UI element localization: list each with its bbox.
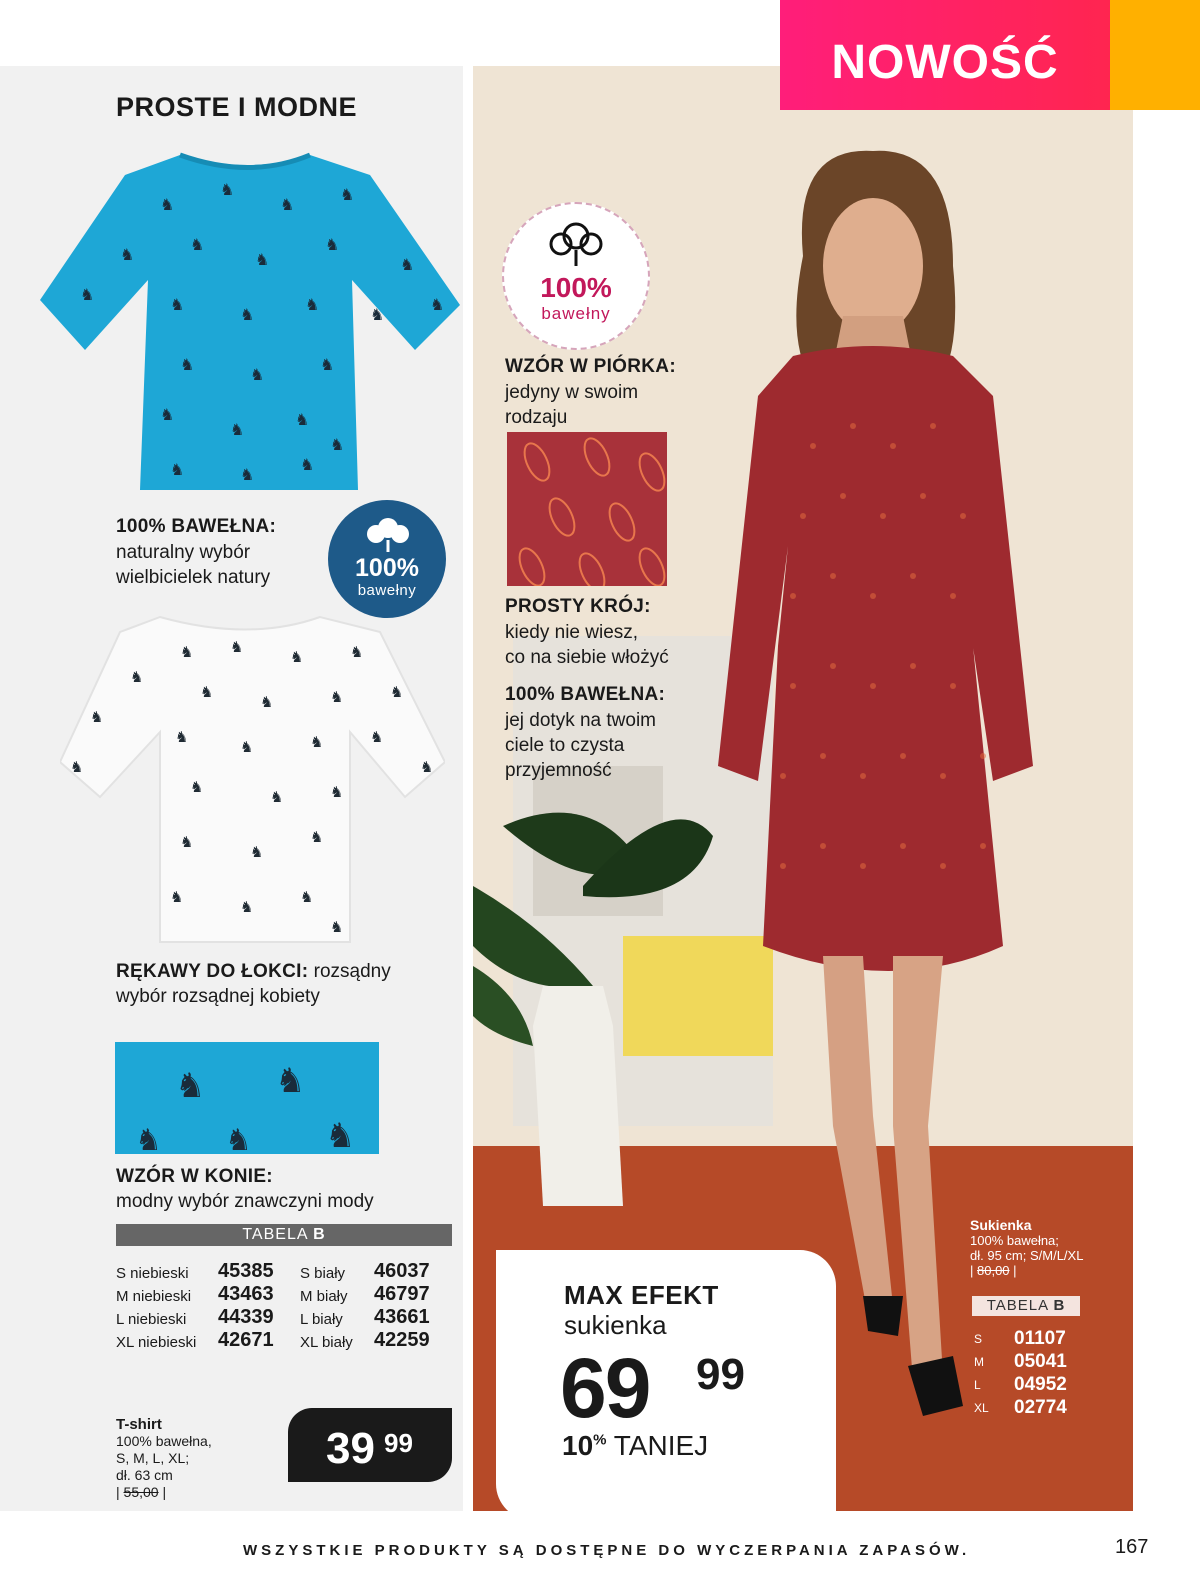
feature-sleeves (116, 960, 391, 984)
feature-cotton2-text-2: ciele to czysta (505, 735, 625, 756)
svg-text:♞: ♞ (260, 694, 274, 711)
svg-text:♞: ♞ (330, 784, 344, 801)
svg-text:♞: ♞ (250, 367, 265, 384)
svg-text:♞: ♞ (240, 899, 254, 916)
tshirt-sizes: S, M, L, XL; (116, 1450, 190, 1466)
new-badge-accent (1110, 0, 1200, 110)
table-row: L niebieski 44339 L biały 43661 (116, 1306, 430, 1328)
svg-text:♞: ♞ (325, 237, 340, 254)
cotton-badge-pink-percent: 100% (540, 272, 612, 303)
dress-size-length: dł. 95 cm; S/M/L/XL (970, 1248, 1084, 1263)
page-number: 167 (1115, 1536, 1149, 1558)
svg-text:♞: ♞ (300, 457, 315, 474)
cotton-badge-pink (502, 202, 650, 350)
tshirt-name: T-shirt (116, 1416, 162, 1433)
svg-text:♞: ♞ (305, 297, 320, 314)
feature-sleeves-title: RĘKAWY DO ŁOKCI: (116, 961, 309, 982)
dress-price-dec: 99 (696, 1350, 745, 1399)
feature-horse-text: modny wybór znawczyni mody (116, 1191, 374, 1212)
svg-text:♞: ♞ (270, 789, 284, 806)
svg-text:♞: ♞ (310, 829, 324, 846)
svg-text:♞: ♞ (180, 644, 194, 661)
dress-name: Sukienka (970, 1217, 1032, 1233)
svg-text:♞: ♞ (220, 182, 235, 199)
dress-table-header: TABELA B (972, 1296, 1080, 1316)
svg-text:♞: ♞ (400, 257, 415, 274)
price-box-title: MAX EFEKT (564, 1280, 719, 1310)
svg-text:♞: ♞ (320, 357, 335, 374)
feature-sleeves-text-2: wybór rozsądnej kobiety (116, 986, 320, 1007)
white-tshirt-image (60, 612, 445, 952)
feature-cotton2-text-3: przyjemność (505, 760, 612, 781)
svg-text:♞: ♞ (340, 187, 355, 204)
dress-price-int: 69 (560, 1341, 650, 1435)
svg-text:♞: ♞ (350, 644, 364, 661)
cotton-flower-icon (366, 514, 410, 554)
table-row: M niebieski 43463 M biały 46797 (116, 1283, 430, 1305)
feature-feather-text-1: jedyny w swoim (505, 382, 639, 403)
feature-cotton-text-2: wielbicielek natury (116, 567, 271, 588)
table-row: M 05041 (974, 1351, 1067, 1372)
svg-text:♞: ♞ (370, 729, 384, 746)
svg-text:♞: ♞ (300, 889, 314, 906)
svg-text:♞: ♞ (175, 729, 189, 746)
svg-text:♞: ♞ (170, 889, 184, 906)
feature-feather-title: WZÓR W PIÓRKA: (505, 356, 676, 377)
cotton-badge (328, 500, 446, 618)
svg-text:♞: ♞ (170, 297, 185, 314)
svg-text:♞: ♞ (330, 919, 344, 936)
svg-text:♞: ♞ (90, 709, 104, 726)
svg-text:♞: ♞ (390, 684, 404, 701)
table-row: S 01107 (974, 1328, 1066, 1349)
section-title: PROSTE I MODNE (116, 92, 358, 122)
dress-material: 100% bawełna; (970, 1233, 1059, 1248)
table-row: XL 02774 (974, 1397, 1067, 1418)
svg-text:♞: ♞ (180, 834, 194, 851)
svg-text:♞: ♞ (255, 252, 270, 269)
svg-text:♞: ♞ (330, 437, 345, 454)
table-row: XL niebieski 42671 XL biały 42259 (116, 1329, 430, 1351)
svg-text:♞: ♞ (310, 734, 324, 751)
feature-horse-title: WZÓR W KONIE: (116, 1166, 273, 1187)
svg-text:♞: ♞ (120, 247, 135, 264)
svg-text:♞: ♞ (290, 649, 304, 666)
svg-text:♞: ♞ (325, 1117, 356, 1154)
feature-cotton-text-1: naturalny wybór (116, 542, 251, 563)
feature-cotton2-text-1: jej dotyk na twoim (505, 710, 657, 731)
discount-label: 10% TANIEJ (562, 1430, 709, 1461)
svg-text:♞: ♞ (240, 739, 254, 756)
svg-text:♞: ♞ (135, 1124, 162, 1154)
svg-text:♞: ♞ (130, 669, 144, 686)
feature-sleeves-inline: rozsądny (308, 961, 391, 982)
feature-feather-text-2: rodzaju (505, 407, 568, 428)
tshirt-price-dec: 99 (384, 1428, 413, 1458)
svg-text:♞: ♞ (180, 357, 195, 374)
cotton-flower-icon (548, 220, 604, 268)
svg-text:♞: ♞ (230, 422, 245, 439)
feature-cotton-title: 100% BAWEŁNA: (116, 516, 277, 537)
dress-info (970, 1218, 1083, 1278)
table-row: L 04952 (974, 1374, 1067, 1395)
dress-old-price: | 80,00 | (970, 1263, 1017, 1278)
cotton-badge-word: bawełny (357, 582, 417, 599)
svg-text:♞: ♞ (200, 684, 214, 701)
svg-text:♞: ♞ (240, 467, 255, 484)
footer-disclaimer: WSZYSTKIE PRODUKTY SĄ DOSTĘPNE DO WYCZERPANIA ZAPASÓW. (243, 1542, 971, 1559)
tshirt-info (116, 1416, 212, 1501)
svg-text:♞: ♞ (230, 639, 244, 656)
svg-text:♞: ♞ (225, 1124, 252, 1154)
svg-text:♞: ♞ (80, 287, 95, 304)
feature-cut-title: PROSTY KRÓJ: (505, 596, 651, 617)
cotton-badge-pink-word: bawełny (541, 304, 611, 323)
tshirt-price (288, 1408, 452, 1482)
tshirt-old-price: | 55,00 | (116, 1484, 167, 1500)
tshirt-material: 100% bawełna, (116, 1433, 212, 1449)
cotton-badge-percent: 100% (355, 554, 419, 582)
svg-text:♞: ♞ (420, 759, 434, 776)
svg-text:♞: ♞ (160, 197, 175, 214)
svg-text:♞: ♞ (170, 462, 185, 479)
svg-text:♞: ♞ (175, 1067, 206, 1105)
size-table-letter: B (313, 1226, 326, 1243)
svg-text:♞: ♞ (275, 1062, 306, 1100)
svg-text:♞: ♞ (280, 197, 295, 214)
size-table-header: TABELA B (116, 1224, 452, 1246)
feather-pattern-swatch (507, 432, 667, 586)
table-row: S niebieski 45385 S biały 46037 (116, 1260, 430, 1282)
tshirt-length: dł. 63 cm (116, 1467, 173, 1483)
new-badge: NOWOŚĆ (780, 0, 1110, 110)
product-code-table (116, 1262, 456, 1354)
svg-text:♞: ♞ (250, 844, 264, 861)
svg-text:♞: ♞ (190, 779, 204, 796)
svg-text:♞: ♞ (430, 297, 445, 314)
svg-text:♞: ♞ (70, 759, 84, 776)
svg-text:♞: ♞ (190, 237, 205, 254)
feature-cut-text-2: co na siebie włożyć (505, 647, 669, 668)
svg-text:♞: ♞ (295, 412, 310, 429)
feature-cotton2-title: 100% BAWEŁNA: (505, 684, 666, 705)
blue-tshirt-image (40, 150, 460, 500)
tshirt-price-int: 39 (326, 1424, 375, 1473)
svg-text:♞: ♞ (330, 689, 344, 706)
svg-text:♞: ♞ (160, 407, 175, 424)
svg-text:♞: ♞ (240, 307, 255, 324)
svg-text:♞: ♞ (370, 307, 385, 324)
horse-pattern-swatch (115, 1042, 379, 1154)
price-box-subtitle: sukienka (564, 1310, 667, 1340)
feature-cut-text-1: kiedy nie wiesz, (505, 622, 639, 643)
